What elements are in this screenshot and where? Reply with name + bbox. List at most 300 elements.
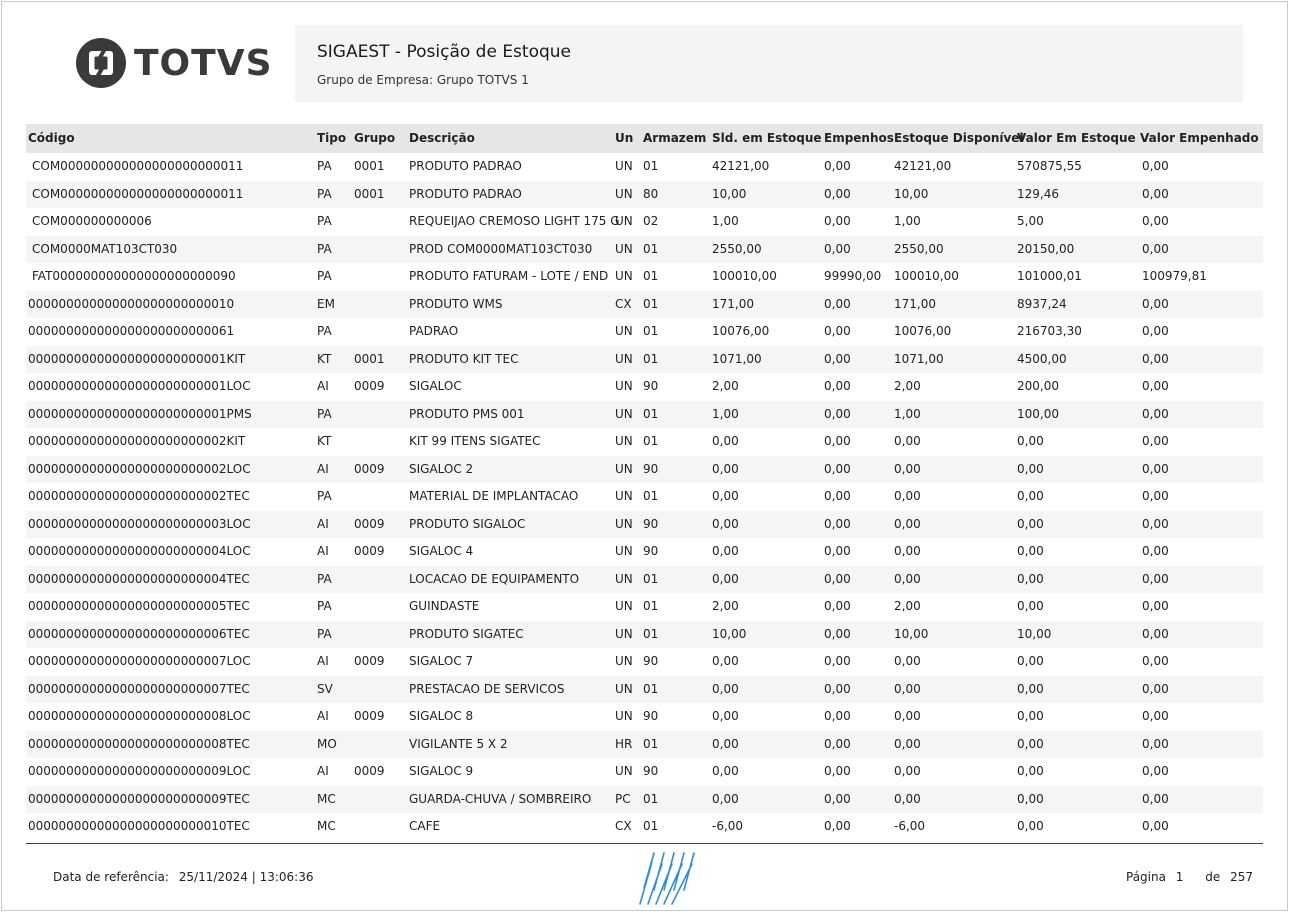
cell-disponivel: 0,00 xyxy=(894,681,921,696)
cell-disponivel: 0,00 xyxy=(894,709,921,723)
cell-disponivel: 2,00 xyxy=(894,599,921,613)
cell-armazem: 01 xyxy=(643,159,659,173)
cell-un: UN xyxy=(615,461,633,476)
cell-armazem: 01 xyxy=(643,489,659,503)
cell-codigo: COM000000000006 xyxy=(32,214,152,228)
cell-un: UN xyxy=(615,324,633,338)
report-title: SIGAEST - Posição de Estoque xyxy=(317,42,572,62)
cell-valor-empenhado: 0,00 xyxy=(1142,736,1169,751)
cell-descricao: PRODUTO PADRAO xyxy=(409,159,522,173)
column-header-saldo: Sld. em Estoque xyxy=(712,131,822,145)
cell-descricao: PADRAO xyxy=(409,324,459,338)
cell-descricao: SIGALOC xyxy=(409,379,462,393)
cell-valor-estoque: 216703,30 xyxy=(1017,324,1082,338)
cell-descricao: PRODUTO FATURAM - LOTE / END xyxy=(409,269,609,283)
cell-saldo: 2,00 xyxy=(712,379,739,393)
cell-descricao: PRODUTO SIGATEC xyxy=(409,626,524,641)
cell-armazem: 90 xyxy=(643,461,659,476)
cell-descricao: GUINDASTE xyxy=(409,599,480,613)
cell-codigo: 00000000000000000000000005TEC xyxy=(28,599,250,613)
cell-descricao: LOCACAO DE EQUIPAMENTO xyxy=(409,571,580,586)
table-body xyxy=(26,153,1263,841)
of-label: de xyxy=(1205,870,1221,884)
cell-armazem: 90 xyxy=(643,516,659,531)
cell-descricao: PRODUTO PMS 001 xyxy=(409,406,525,421)
cell-descricao: SIGALOC 7 xyxy=(409,654,474,668)
cell-un: UN xyxy=(615,489,633,503)
cell-codigo: 00000000000000000000000002TEC xyxy=(28,489,250,503)
cell-un: UN xyxy=(615,434,633,448)
cell-un: UN xyxy=(615,626,633,641)
cell-armazem: 01 xyxy=(643,269,659,283)
cell-valor-empenhado: 0,00 xyxy=(1142,709,1169,723)
cell-armazem: 02 xyxy=(643,214,659,228)
cell-disponivel: 0,00 xyxy=(894,764,921,778)
table-row xyxy=(26,621,1263,649)
table-header xyxy=(26,124,1263,153)
cell-descricao: SIGALOC 8 xyxy=(409,709,474,723)
cell-valor-empenhado: 0,00 xyxy=(1142,516,1169,531)
cell-valor-estoque: 5,00 xyxy=(1017,214,1044,228)
table-row xyxy=(26,181,1263,209)
cell-tipo: AI xyxy=(317,654,329,668)
cell-disponivel: 2,00 xyxy=(894,379,921,393)
column-header-descricao: Descrição xyxy=(409,131,475,145)
column-header-armazem: Armazem xyxy=(643,131,707,145)
column-header-codigo: Código xyxy=(28,131,75,145)
cell-tipo: AI xyxy=(317,709,329,723)
cell-valor-empenhado: 0,00 xyxy=(1142,626,1169,641)
cell-armazem: 01 xyxy=(643,599,659,613)
footer-divider xyxy=(26,843,1263,844)
cell-valor-estoque: 0,00 xyxy=(1017,819,1044,833)
cell-armazem: 01 xyxy=(643,791,659,806)
cell-descricao: KIT 99 ITENS SIGATEC xyxy=(409,434,541,448)
cell-saldo: 2550,00 xyxy=(712,241,762,256)
cell-saldo: 0,00 xyxy=(712,764,739,778)
cell-tipo: SV xyxy=(317,681,333,696)
cell-descricao: VIGILANTE 5 X 2 xyxy=(409,736,508,751)
cell-codigo: COM000000000000000000000011 xyxy=(32,186,244,201)
cell-disponivel: -6,00 xyxy=(894,819,926,833)
cell-valor-estoque: 0,00 xyxy=(1017,489,1044,503)
cell-un: UN xyxy=(615,186,633,201)
table-row xyxy=(26,813,1263,841)
cell-descricao: REQUEIJAO CREMOSO LIGHT 175 G xyxy=(409,214,620,228)
table-row xyxy=(26,291,1263,319)
cell-tipo: EM xyxy=(317,296,335,311)
cell-empenhos: 0,00 xyxy=(824,516,851,531)
cell-armazem: 01 xyxy=(643,434,659,448)
table-row xyxy=(26,566,1263,594)
cell-armazem: 01 xyxy=(643,736,659,751)
table-row xyxy=(26,758,1263,786)
cell-empenhos: 0,00 xyxy=(824,599,851,613)
cell-tipo: AI xyxy=(317,764,329,778)
cell-armazem: 01 xyxy=(643,324,659,338)
cell-un: UN xyxy=(615,709,633,723)
cell-un: UN xyxy=(615,159,633,173)
pagination xyxy=(1126,870,1259,884)
cell-grupo: 0009 xyxy=(354,461,385,476)
cell-empenhos: 0,00 xyxy=(824,296,851,311)
cell-empenhos: 0,00 xyxy=(824,819,851,833)
cell-armazem: 01 xyxy=(643,681,659,696)
cell-empenhos: 0,00 xyxy=(824,159,851,173)
cell-saldo: 0,00 xyxy=(712,571,739,586)
cell-tipo: PA xyxy=(317,626,332,641)
cell-descricao: CAFE xyxy=(409,819,441,833)
cell-disponivel: 0,00 xyxy=(894,791,921,806)
cell-un: UN xyxy=(615,681,633,696)
cell-disponivel: 0,00 xyxy=(894,489,921,503)
cell-valor-empenhado: 0,00 xyxy=(1142,544,1169,558)
table-row xyxy=(26,483,1263,511)
cell-disponivel: 0,00 xyxy=(894,434,921,448)
cell-descricao: PRESTACAO DE SERVICOS xyxy=(409,681,565,696)
cell-un: UN xyxy=(615,571,633,586)
cell-empenhos: 0,00 xyxy=(824,791,851,806)
cell-un: UN xyxy=(615,599,633,613)
cell-valor-empenhado: 0,00 xyxy=(1142,791,1169,806)
cell-valor-estoque: 0,00 xyxy=(1017,681,1044,696)
cell-disponivel: 10076,00 xyxy=(894,324,952,338)
cell-tipo: AI xyxy=(317,516,329,531)
cell-valor-empenhado: 0,00 xyxy=(1142,324,1169,338)
cell-codigo: 00000000000000000000000001KIT xyxy=(28,351,246,366)
cell-un: CX xyxy=(615,819,632,833)
cell-saldo: 42121,00 xyxy=(712,159,770,173)
table-row xyxy=(26,538,1263,566)
cell-valor-empenhado: 0,00 xyxy=(1142,489,1169,503)
cell-disponivel: 1071,00 xyxy=(894,351,944,366)
company-group: Grupo de Empresa: Grupo TOTVS 1 xyxy=(317,73,529,87)
cell-un: UN xyxy=(615,764,633,778)
cell-grupo: 0009 xyxy=(354,709,385,723)
cell-tipo: PA xyxy=(317,186,332,201)
cell-valor-empenhado: 0,00 xyxy=(1142,654,1169,668)
cell-armazem: 01 xyxy=(643,351,659,366)
cell-valor-empenhado: 0,00 xyxy=(1142,764,1169,778)
cell-disponivel: 0,00 xyxy=(894,654,921,668)
cell-codigo: 00000000000000000000000008LOC xyxy=(28,709,251,723)
cell-saldo: 0,00 xyxy=(712,544,739,558)
cell-armazem: 90 xyxy=(643,654,659,668)
cell-saldo: 100010,00 xyxy=(712,269,777,283)
cell-codigo: 00000000000000000000000008TEC xyxy=(28,736,250,751)
cell-codigo: 00000000000000000000000009LOC xyxy=(28,764,251,778)
cell-tipo: PA xyxy=(317,214,332,228)
cell-saldo: 0,00 xyxy=(712,516,739,531)
cell-valor-empenhado: 0,00 xyxy=(1142,241,1169,256)
cell-codigo: 00000000000000000000000010TEC xyxy=(28,819,250,833)
cell-disponivel: 0,00 xyxy=(894,544,921,558)
cell-descricao: SIGALOC 9 xyxy=(409,764,474,778)
cell-codigo: COM0000MAT103CT030 xyxy=(32,241,178,256)
cell-descricao: MATERIAL DE IMPLANTACAO xyxy=(409,489,579,503)
cell-empenhos: 0,00 xyxy=(824,406,851,421)
cell-valor-empenhado: 0,00 xyxy=(1142,379,1169,393)
cell-tipo: KT xyxy=(317,351,332,366)
cell-codigo: 000000000000000000000000010 xyxy=(28,296,235,311)
cell-valor-estoque: 0,00 xyxy=(1017,544,1044,558)
cell-empenhos: 0,00 xyxy=(824,544,851,558)
table-row xyxy=(26,346,1263,374)
cell-empenhos: 0,00 xyxy=(824,241,851,256)
cell-empenhos: 0,00 xyxy=(824,654,851,668)
cell-saldo: 0,00 xyxy=(712,681,739,696)
cell-codigo: 00000000000000000000000009TEC xyxy=(28,791,250,806)
table-row xyxy=(26,511,1263,539)
cell-disponivel: 100010,00 xyxy=(894,269,959,283)
table-row xyxy=(26,456,1263,484)
cell-empenhos: 0,00 xyxy=(824,379,851,393)
table-row xyxy=(26,318,1263,346)
cell-un: UN xyxy=(615,214,633,228)
cell-saldo: 0,00 xyxy=(712,736,739,751)
cell-un: CX xyxy=(615,296,632,311)
table-row xyxy=(26,401,1263,429)
cell-tipo: PA xyxy=(317,324,332,338)
cell-codigo: 00000000000000000000000001PMS xyxy=(28,406,252,421)
page-number: 1 xyxy=(1175,870,1184,884)
cell-valor-estoque: 570875,55 xyxy=(1017,159,1082,173)
cell-saldo: 10,00 xyxy=(712,626,747,641)
cell-grupo: 0001 xyxy=(354,186,385,201)
table-row xyxy=(26,153,1263,181)
cell-empenhos: 0,00 xyxy=(824,571,851,586)
column-header-disponivel: Estoque Disponível xyxy=(894,131,1024,145)
cell-codigo: 00000000000000000000000001LOC xyxy=(28,379,251,393)
cell-empenhos: 0,00 xyxy=(824,709,851,723)
cell-descricao: PRODUTO WMS xyxy=(409,296,503,311)
cell-grupo: 0009 xyxy=(354,654,385,668)
column-header-empenhos: Empenhos xyxy=(824,131,894,145)
cell-disponivel: 2550,00 xyxy=(894,241,944,256)
cell-valor-estoque: 0,00 xyxy=(1017,764,1044,778)
cell-saldo: 0,00 xyxy=(712,434,739,448)
cell-empenhos: 0,00 xyxy=(824,681,851,696)
cell-un: UN xyxy=(615,351,633,366)
table-row xyxy=(26,373,1263,401)
cell-codigo: 00000000000000000000000004LOC xyxy=(28,544,251,558)
cell-valor-empenhado: 0,00 xyxy=(1142,461,1169,476)
cell-tipo: AI xyxy=(317,461,329,476)
cell-valor-empenhado: 0,00 xyxy=(1142,214,1169,228)
cell-grupo: 0009 xyxy=(354,516,385,531)
cell-codigo: 00000000000000000000000002LOC xyxy=(28,461,251,476)
cell-saldo: 1071,00 xyxy=(712,351,762,366)
cell-valor-estoque: 0,00 xyxy=(1017,434,1044,448)
cell-saldo: 0,00 xyxy=(712,791,739,806)
cell-tipo: PA xyxy=(317,571,332,586)
cell-saldo: 171,00 xyxy=(712,296,754,311)
cell-grupo: 0009 xyxy=(354,544,385,558)
reference-date xyxy=(53,870,314,884)
cell-tipo: PA xyxy=(317,269,332,283)
cell-valor-empenhado: 0,00 xyxy=(1142,296,1169,311)
cell-armazem: 90 xyxy=(643,709,659,723)
cell-un: UN xyxy=(615,269,633,283)
cell-tipo: AI xyxy=(317,544,329,558)
cell-disponivel: 0,00 xyxy=(894,571,921,586)
cell-tipo: MO xyxy=(317,736,337,751)
table-row xyxy=(26,593,1263,621)
cell-valor-empenhado: 0,00 xyxy=(1142,406,1169,421)
cell-valor-estoque: 0,00 xyxy=(1017,709,1044,723)
cell-codigo: 00000000000000000000000006TEC xyxy=(28,626,250,641)
cell-grupo: 0001 xyxy=(354,159,385,173)
cell-un: UN xyxy=(615,406,633,421)
cell-empenhos: 0,00 xyxy=(824,324,851,338)
cell-valor-estoque: 4500,00 xyxy=(1017,351,1067,366)
cell-armazem: 01 xyxy=(643,819,659,833)
cell-valor-estoque: 0,00 xyxy=(1017,791,1044,806)
totvs-logo xyxy=(76,36,273,90)
cell-armazem: 01 xyxy=(643,626,659,641)
cell-valor-empenhado: 0,00 xyxy=(1142,681,1169,696)
table-row xyxy=(26,428,1263,456)
cell-un: UN xyxy=(615,654,633,668)
cell-armazem: 90 xyxy=(643,379,659,393)
cell-valor-estoque: 100,00 xyxy=(1017,406,1059,421)
cell-un: UN xyxy=(615,544,633,558)
column-header-tipo: Tipo xyxy=(317,131,347,145)
reference-date-value: 25/11/2024 | 13:06:36 xyxy=(178,870,314,884)
page-label: Página xyxy=(1126,870,1166,884)
cell-tipo: PA xyxy=(317,241,332,256)
cell-valor-estoque: 0,00 xyxy=(1017,654,1044,668)
cell-tipo: KT xyxy=(317,434,332,448)
cell-grupo: 0009 xyxy=(354,764,385,778)
cell-empenhos: 0,00 xyxy=(824,489,851,503)
cell-saldo: 10076,00 xyxy=(712,324,770,338)
cell-valor-empenhado: 0,00 xyxy=(1142,351,1169,366)
cell-tipo: PA xyxy=(317,406,332,421)
cell-saldo: -6,00 xyxy=(712,819,744,833)
cell-tipo: PA xyxy=(317,159,332,173)
table-row xyxy=(26,648,1263,676)
cell-valor-empenhado: 0,00 xyxy=(1142,819,1169,833)
cell-codigo: 00000000000000000000000002KIT xyxy=(28,434,246,448)
cell-saldo: 0,00 xyxy=(712,461,739,476)
cell-disponivel: 42121,00 xyxy=(894,159,952,173)
cell-armazem: 01 xyxy=(643,296,659,311)
cell-codigo: 00000000000000000000000004TEC xyxy=(28,571,250,586)
cell-descricao: PRODUTO SIGALOC xyxy=(409,516,526,531)
cell-saldo: 10,00 xyxy=(712,186,747,201)
cell-valor-empenhado: 100979,81 xyxy=(1142,269,1207,283)
cell-codigo: 00000000000000000000000007LOC xyxy=(28,654,251,668)
cell-armazem: 01 xyxy=(643,406,659,421)
cell-valor-empenhado: 0,00 xyxy=(1142,599,1169,613)
cell-tipo: MC xyxy=(317,819,336,833)
cell-disponivel: 1,00 xyxy=(894,214,921,228)
cell-tipo: PA xyxy=(317,489,332,503)
table-row xyxy=(26,236,1263,264)
cell-saldo: 1,00 xyxy=(712,406,739,421)
cell-codigo: COM000000000000000000000011 xyxy=(32,159,244,173)
cell-tipo: PA xyxy=(317,599,332,613)
cell-tipo: AI xyxy=(317,379,329,393)
cell-saldo: 2,00 xyxy=(712,599,739,613)
table-row xyxy=(26,208,1263,236)
cell-empenhos: 0,00 xyxy=(824,461,851,476)
cell-valor-estoque: 129,46 xyxy=(1017,186,1059,201)
totvs-stripes-icon xyxy=(636,848,702,912)
column-header-un: Un xyxy=(615,131,634,145)
cell-valor-empenhado: 0,00 xyxy=(1142,159,1169,173)
cell-tipo: MC xyxy=(317,791,336,806)
cell-codigo: FAT000000000000000000000090 xyxy=(32,269,236,283)
cell-disponivel: 0,00 xyxy=(894,736,921,751)
totvs-logo-icon xyxy=(76,38,126,88)
cell-empenhos: 0,00 xyxy=(824,736,851,751)
cell-descricao: PRODUTO PADRAO xyxy=(409,186,522,201)
cell-valor-empenhado: 0,00 xyxy=(1142,434,1169,448)
table-row xyxy=(26,263,1263,291)
table-row xyxy=(26,786,1263,814)
cell-valor-estoque: 0,00 xyxy=(1017,599,1044,613)
cell-armazem: 80 xyxy=(643,186,659,201)
cell-valor-estoque: 0,00 xyxy=(1017,516,1044,531)
cell-saldo: 0,00 xyxy=(712,489,739,503)
cell-empenhos: 99990,00 xyxy=(824,269,882,283)
cell-empenhos: 0,00 xyxy=(824,626,851,641)
cell-saldo: 0,00 xyxy=(712,654,739,668)
cell-disponivel: 1,00 xyxy=(894,406,921,421)
cell-disponivel: 10,00 xyxy=(894,626,929,641)
cell-valor-empenhado: 0,00 xyxy=(1142,186,1169,201)
cell-descricao: SIGALOC 4 xyxy=(409,544,474,558)
cell-armazem: 01 xyxy=(643,571,659,586)
cell-valor-estoque: 0,00 xyxy=(1017,461,1044,476)
column-header-valor-estoque: Valor Em Estoque xyxy=(1017,131,1136,145)
cell-valor-estoque: 101000,01 xyxy=(1017,269,1082,283)
cell-empenhos: 0,00 xyxy=(824,434,851,448)
cell-armazem: 90 xyxy=(643,544,659,558)
cell-un: UN xyxy=(615,241,633,256)
cell-grupo: 0001 xyxy=(354,351,385,366)
table-row xyxy=(26,676,1263,704)
cell-armazem: 90 xyxy=(643,764,659,778)
cell-saldo: 0,00 xyxy=(712,709,739,723)
cell-codigo: 00000000000000000000000007TEC xyxy=(28,681,250,696)
cell-disponivel: 0,00 xyxy=(894,516,921,531)
cell-armazem: 01 xyxy=(643,241,659,256)
cell-empenhos: 0,00 xyxy=(824,186,851,201)
cell-saldo: 1,00 xyxy=(712,214,739,228)
cell-un: HR xyxy=(615,736,633,751)
logo-wordmark: TOTVS xyxy=(134,42,273,84)
page-total: 257 xyxy=(1230,870,1253,884)
cell-disponivel: 0,00 xyxy=(894,461,921,476)
cell-valor-estoque: 0,00 xyxy=(1017,736,1044,751)
cell-descricao: PROD COM0000MAT103CT030 xyxy=(409,241,593,256)
cell-descricao: GUARDA-CHUVA / SOMBREIRO xyxy=(409,791,592,806)
report-header xyxy=(295,25,1243,102)
cell-descricao: PRODUTO KIT TEC xyxy=(409,351,519,366)
cell-valor-estoque: 8937,24 xyxy=(1017,296,1067,311)
cell-empenhos: 0,00 xyxy=(824,214,851,228)
cell-valor-estoque: 200,00 xyxy=(1017,379,1059,393)
column-header-valor-empenhado: Valor Empenhado xyxy=(1140,131,1259,145)
cell-valor-estoque: 10,00 xyxy=(1017,626,1052,641)
cell-valor-estoque: 20150,00 xyxy=(1017,241,1075,256)
column-header-grupo: Grupo xyxy=(354,131,396,145)
table-row xyxy=(26,731,1263,759)
cell-descricao: SIGALOC 2 xyxy=(409,461,474,476)
